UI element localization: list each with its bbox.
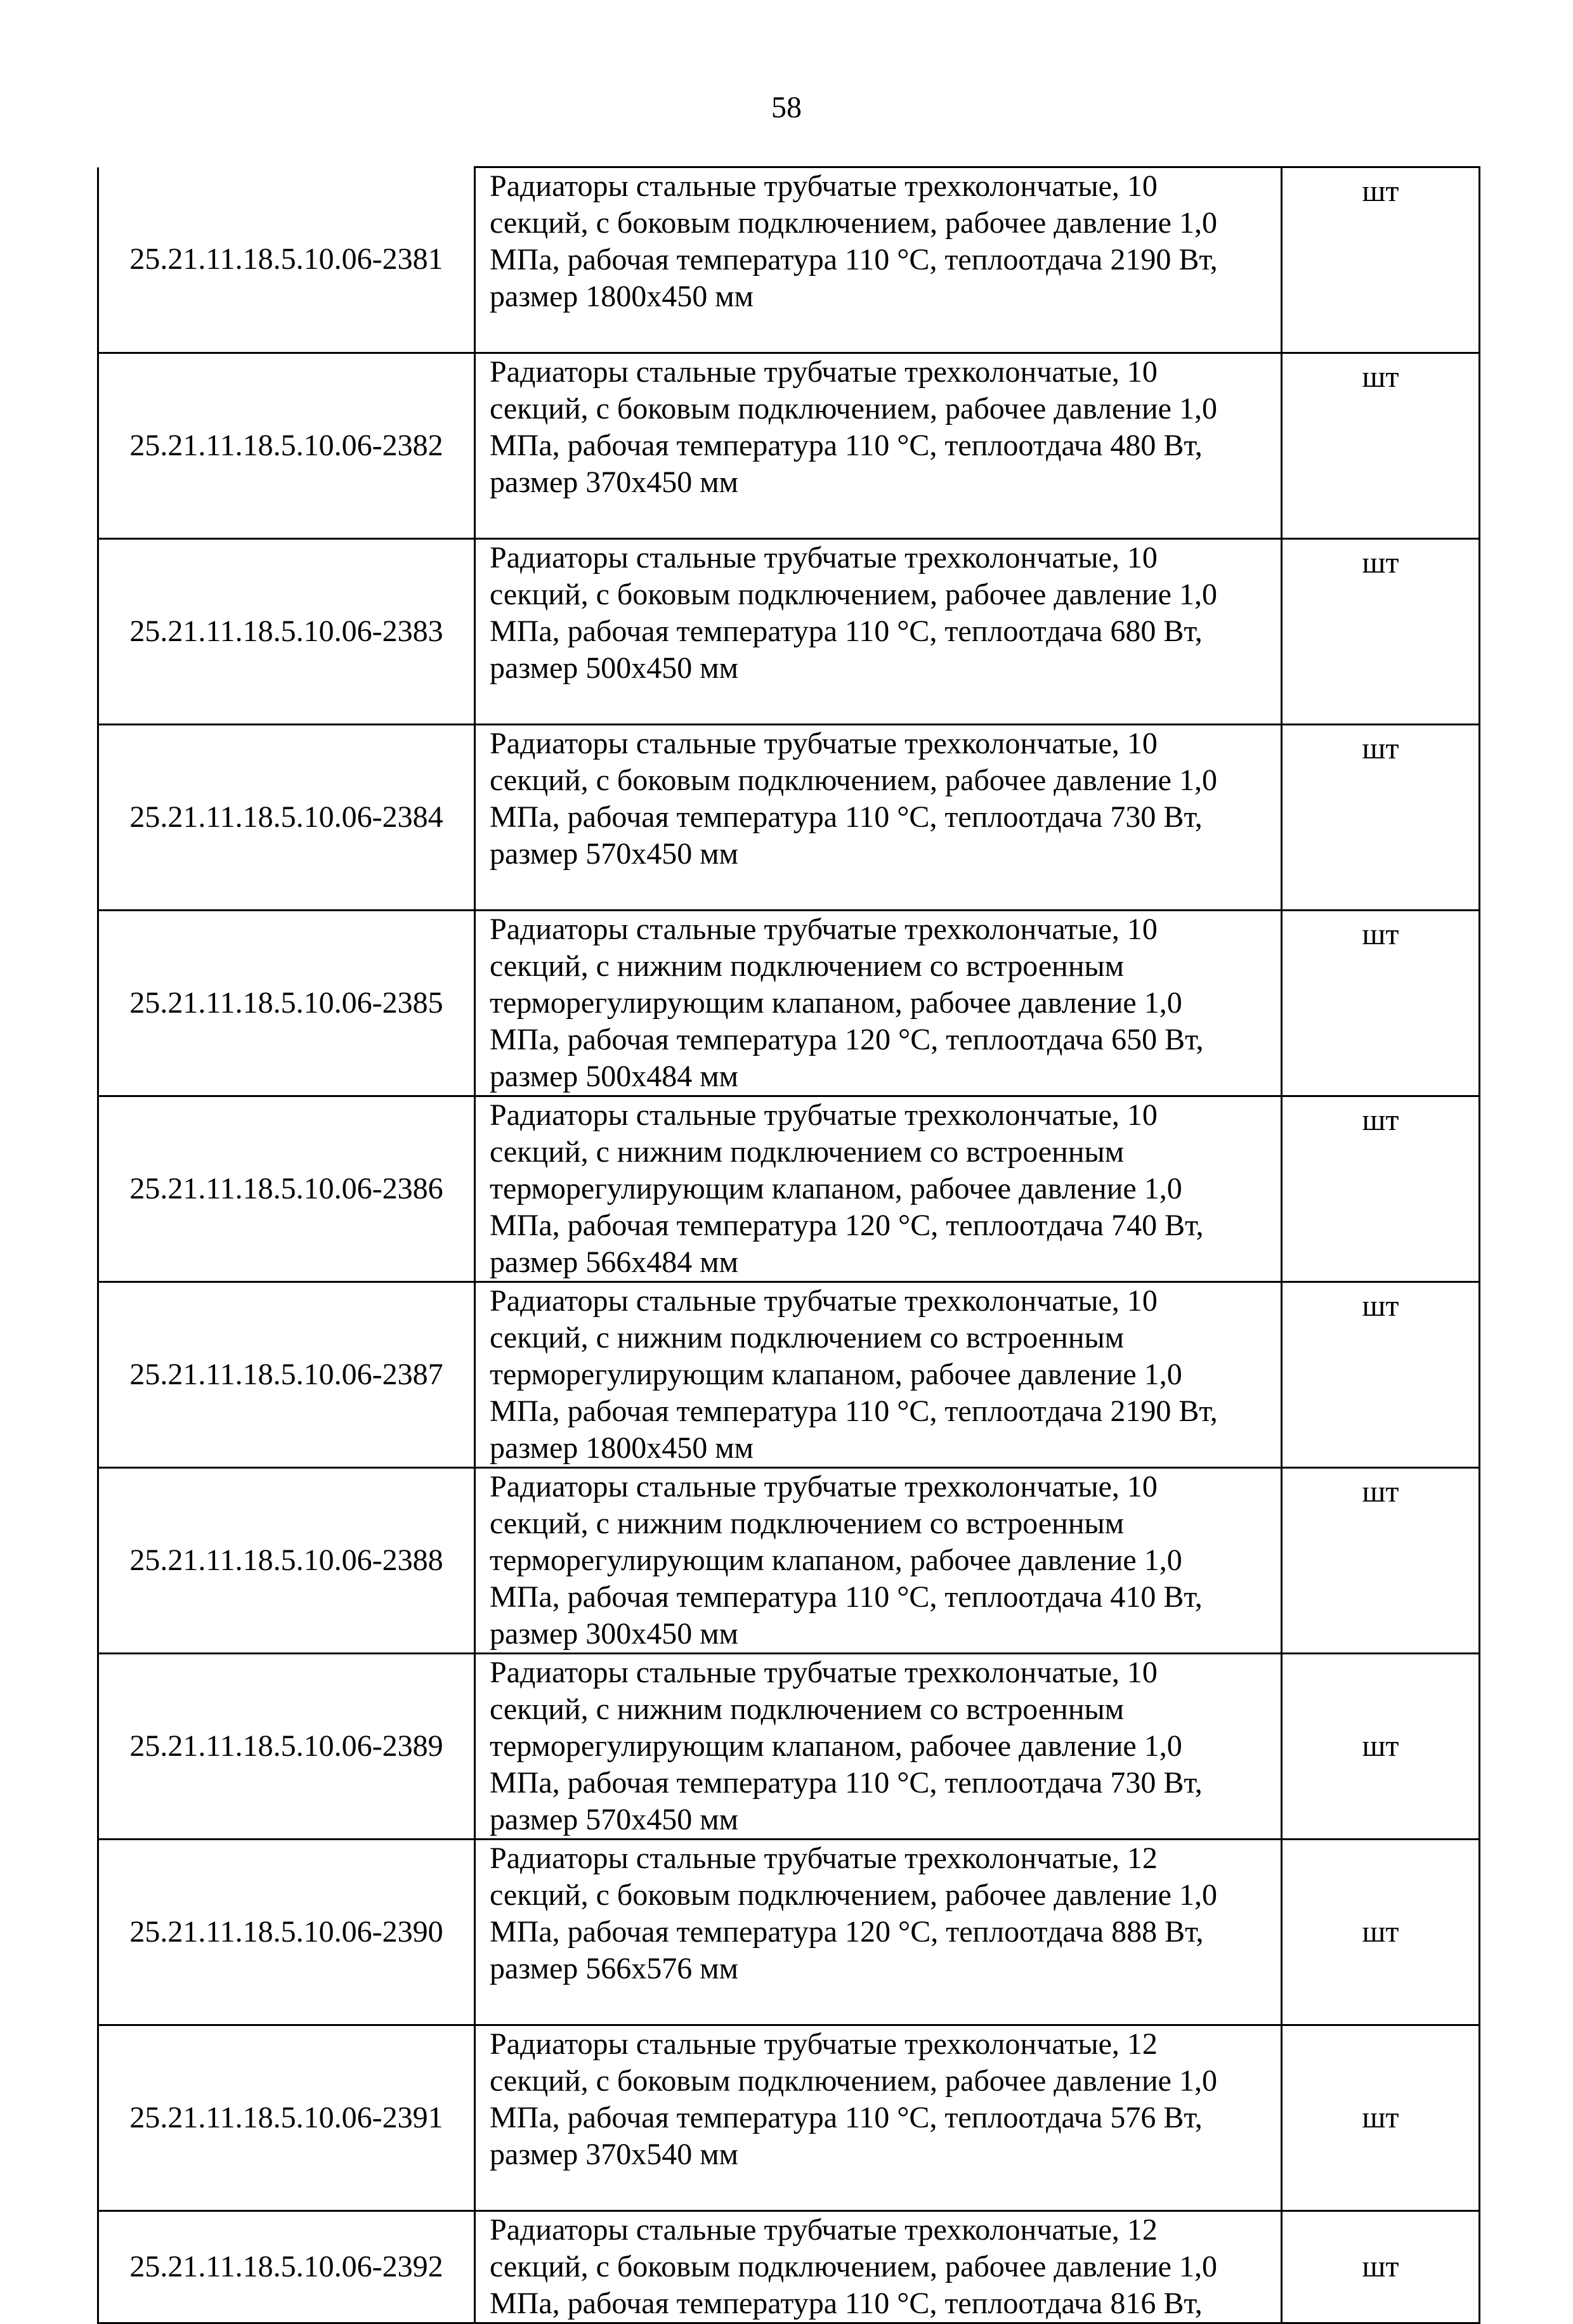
description-line: размер 500х484 мм xyxy=(490,1060,739,1093)
unit-of-measure xyxy=(1282,167,1480,353)
description-line: МПа, рабочая температура 110 °С, теплоотдача 480 Вт, xyxy=(490,429,1203,462)
description-line: Радиаторы стальные трубчатые трехколончатые, 10 xyxy=(490,1284,1158,1318)
description-line: МПа, рабочая температура 110 °С, теплоотдача 410 Вт, xyxy=(490,1580,1203,1614)
description-line: секций, с боковым подключением, рабочее давление 1,0 xyxy=(490,578,1217,611)
resource-description xyxy=(475,2211,1282,2323)
resource-table xyxy=(97,166,1480,2324)
unit-of-measure xyxy=(1282,2025,1480,2211)
description-line: размер 370х450 мм xyxy=(490,465,739,499)
unit-label: шт xyxy=(1362,918,1399,951)
description-line: размер 570х450 мм xyxy=(490,1803,739,1836)
description-line: Радиаторы стальные трубчатые трехколончатые, 10 xyxy=(490,1470,1158,1503)
description-line: МПа, рабочая температура 110 °С, теплоотдача 730 Вт, xyxy=(490,800,1203,834)
unit-of-measure xyxy=(1282,1096,1480,1282)
description-line: Радиаторы стальные трубчатые трехколончатые, 10 xyxy=(490,1656,1158,1689)
unit-of-measure xyxy=(1282,2211,1480,2323)
unit-of-measure xyxy=(1282,725,1480,911)
unit-of-measure xyxy=(1282,1840,1480,2025)
unit-of-measure xyxy=(1282,1654,1480,1840)
description-line: размер 500х450 мм xyxy=(490,651,739,685)
description-line: Радиаторы стальные трубчатые трехколончатые, 12 xyxy=(490,2213,1158,2247)
unit-label: шт xyxy=(1362,1289,1399,1323)
description-line: терморегулирующим клапаном, рабочее давление 1,0 xyxy=(490,1358,1182,1391)
description-line: Радиаторы стальные трубчатые трехколончатые, 10 xyxy=(490,355,1158,389)
table-row xyxy=(98,725,1480,911)
resource-description xyxy=(475,725,1282,911)
table-row xyxy=(98,353,1480,539)
description-line: секций, с боковым подключением, рабочее давление 1,0 xyxy=(490,2250,1217,2283)
unit-of-measure xyxy=(1282,1468,1480,1654)
description-line: Радиаторы стальные трубчатые трехколончатые, 10 xyxy=(490,912,1158,946)
resource-code: 25.21.11.18.5.10.06-2391 xyxy=(98,2025,475,2211)
page-number: 58 xyxy=(771,91,802,124)
description-line: терморегулирующим клапаном, рабочее давление 1,0 xyxy=(490,1172,1182,1205)
description-line: Радиаторы стальные трубчатые трехколончатые, 10 xyxy=(490,1098,1158,1132)
unit-label: шт xyxy=(1362,174,1399,208)
resource-code: 25.21.11.18.5.10.06-2385 xyxy=(98,911,475,1096)
description-line: МПа, рабочая температура 110 °С, теплоотдача 680 Вт, xyxy=(490,614,1203,648)
resource-code: 25.21.11.18.5.10.06-2387 xyxy=(98,1282,475,1468)
resource-code: 25.21.11.18.5.10.06-2384 xyxy=(98,725,475,911)
unit-of-measure xyxy=(1282,1282,1480,1468)
resource-description xyxy=(475,1468,1282,1654)
resource-description xyxy=(475,2025,1282,2211)
unit-label: шт xyxy=(1362,360,1399,394)
description-line: секций, с нижним подключением со встроенным xyxy=(490,1507,1125,1540)
resource-code: 25.21.11.18.5.10.06-2390 xyxy=(98,1840,475,2025)
resource-description xyxy=(475,539,1282,725)
resource-code: 25.21.11.18.5.10.06-2392 xyxy=(98,2211,475,2323)
description-line: Радиаторы стальные трубчатые трехколончатые, 10 xyxy=(490,169,1158,203)
description-line: МПа, рабочая температура 110 °С, теплоотдача 2190 Вт, xyxy=(490,243,1218,276)
unit-of-measure xyxy=(1282,911,1480,1096)
description-line: секций, с боковым подключением, рабочее давление 1,0 xyxy=(490,763,1217,797)
table-row xyxy=(98,539,1480,725)
resource-description xyxy=(475,353,1282,539)
unit-label: шт xyxy=(1362,1475,1399,1509)
table-row xyxy=(98,2025,1480,2211)
table-row xyxy=(98,167,1480,353)
description-line: МПа, рабочая температура 110 °С, теплоотдача 730 Вт, xyxy=(490,1766,1203,1800)
description-line: секций, с нижним подключением со встроенным xyxy=(490,1692,1125,1726)
description-line: секций, с боковым подключением, рабочее давление 1,0 xyxy=(490,1878,1217,1912)
description-line: размер 570х450 мм xyxy=(490,837,739,871)
description-line: терморегулирующим клапаном, рабочее давление 1,0 xyxy=(490,1729,1182,1763)
description-line: секций, с нижним подключением со встроенным xyxy=(490,949,1125,983)
description-line: МПа, рабочая температура 120 °С, теплоотдача 650 Вт, xyxy=(490,1023,1204,1056)
resource-description xyxy=(475,911,1282,1096)
description-line: размер 370х540 мм xyxy=(490,2138,739,2171)
table-row xyxy=(98,1282,1480,1468)
description-line: Радиаторы стальные трубчатые трехколончатые, 12 xyxy=(490,1841,1158,1875)
resource-code: 25.21.11.18.5.10.06-2388 xyxy=(98,1468,475,1654)
description-line: МПа, рабочая температура 120 °С, теплоотдача 740 Вт, xyxy=(490,1209,1204,1242)
resource-description xyxy=(475,1282,1282,1468)
description-line: размер 300х450 мм xyxy=(490,1617,739,1651)
unit-label: шт xyxy=(1362,2250,1399,2283)
resource-description xyxy=(475,1654,1282,1840)
description-line: Радиаторы стальные трубчатые трехколончатые, 10 xyxy=(490,541,1158,575)
description-line: МПа, рабочая температура 120 °С, теплоотдача 888 Вт, xyxy=(490,1915,1204,1949)
unit-label: шт xyxy=(1362,1729,1399,1763)
description-line: размер 1800х450 мм xyxy=(490,1431,754,1465)
table-row xyxy=(98,911,1480,1096)
resource-description xyxy=(475,167,1282,353)
unit-label: шт xyxy=(1362,2101,1399,2134)
description-line: секций, с нижним подключением со встроенным xyxy=(490,1135,1125,1169)
description-line: терморегулирующим клапаном, рабочее давление 1,0 xyxy=(490,1543,1182,1577)
resource-code: 25.21.11.18.5.10.06-2389 xyxy=(98,1654,475,1840)
resource-description xyxy=(475,1096,1282,1282)
unit-of-measure xyxy=(1282,539,1480,725)
table-row xyxy=(98,1840,1480,2025)
description-line: терморегулирующим клапаном, рабочее давление 1,0 xyxy=(490,986,1182,1020)
unit-of-measure xyxy=(1282,353,1480,539)
resource-code: 25.21.11.18.5.10.06-2383 xyxy=(98,539,475,725)
description-line: размер 566х576 мм xyxy=(490,1952,739,1985)
unit-label: шт xyxy=(1362,1103,1399,1137)
description-line: Радиаторы стальные трубчатые трехколончатые, 12 xyxy=(490,2027,1158,2061)
table-row xyxy=(98,1096,1480,1282)
resource-code: 25.21.11.18.5.10.06-2382 xyxy=(98,353,475,539)
description-line: МПа, рабочая температура 110 °С, теплоотдача 576 Вт, xyxy=(490,2101,1203,2134)
table-row xyxy=(98,1468,1480,1654)
description-line: секций, с боковым подключением, рабочее давление 1,0 xyxy=(490,392,1217,425)
table-row xyxy=(98,2211,1480,2323)
description-line: размер 1800х450 мм xyxy=(490,280,754,313)
description-line: МПа, рабочая температура 110 °С, теплоотдача 2190 Вт, xyxy=(490,1394,1218,1428)
description-line: МПа, рабочая температура 110 °С, теплоотдача 816 Вт, xyxy=(490,2287,1203,2320)
table-row xyxy=(98,1654,1480,1840)
description-line: Радиаторы стальные трубчатые трехколончатые, 10 xyxy=(490,727,1158,760)
description-line: секций, с боковым подключением, рабочее давление 1,0 xyxy=(490,206,1217,240)
description-line: секций, с нижним подключением со встроенным xyxy=(490,1321,1125,1354)
unit-label: шт xyxy=(1362,732,1399,765)
resource-code: 25.21.11.18.5.10.06-2386 xyxy=(98,1096,475,1282)
unit-label: шт xyxy=(1362,546,1399,580)
resource-description xyxy=(475,1840,1282,2025)
resource-code: 25.21.11.18.5.10.06-2381 xyxy=(98,167,475,353)
description-line: размер 566х484 мм xyxy=(490,1245,739,1279)
description-line: секций, с боковым подключением, рабочее давление 1,0 xyxy=(490,2064,1217,2098)
unit-label: шт xyxy=(1362,1915,1399,1949)
